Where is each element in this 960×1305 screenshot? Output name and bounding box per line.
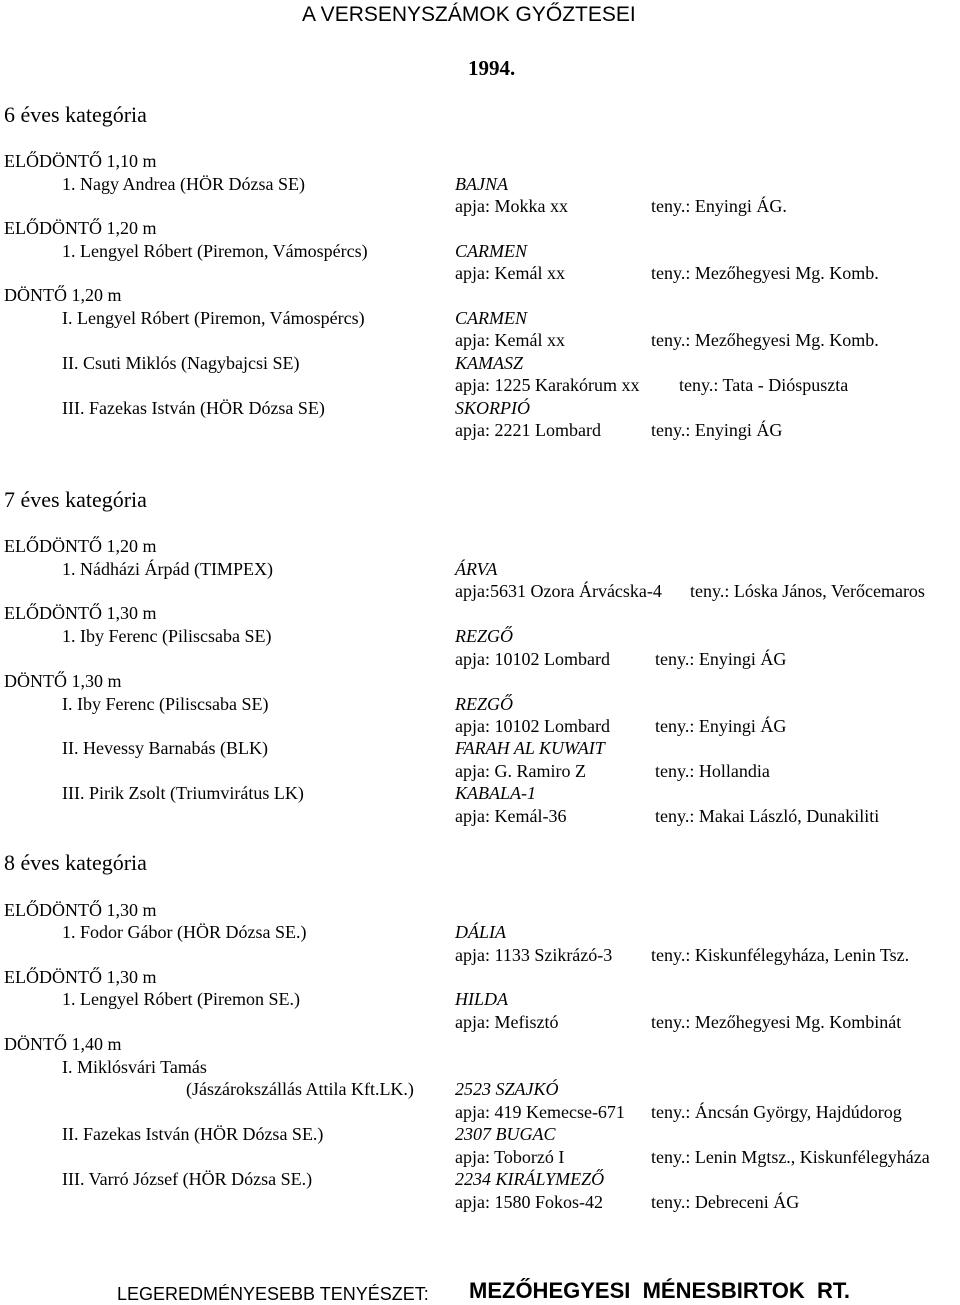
rider: 1. Fodor Gábor (HÖR Dózsa SE.) xyxy=(62,922,307,942)
category-heading-7: 7 éves kategória xyxy=(4,487,147,512)
sire: apja: 1225 Karakórum xx xyxy=(455,375,640,395)
rider: 1. Lengyel Róbert (Piremon, Vámospércs) xyxy=(62,241,368,261)
rider: III. Varró József (HÖR Dózsa SE.) xyxy=(62,1169,313,1189)
sire: apja: 1580 Fokos-42 xyxy=(455,1192,603,1212)
breeder: teny.: Enyingi ÁG. xyxy=(651,196,787,216)
breeder: teny.: Kiskunfélegyháza, Lenin Tsz. xyxy=(651,945,910,965)
rider: I. Miklósvári Tamás xyxy=(62,1057,207,1077)
horse: FARAH AL KUWAIT xyxy=(455,738,605,758)
rider: II. Csuti Miklós (Nagybajcsi SE) xyxy=(62,353,300,373)
breeder: teny.: Lóska János, Verőcemaros xyxy=(690,581,925,601)
horse: REZGŐ xyxy=(455,626,513,646)
round-label: ELŐDÖNTŐ 1,30 m xyxy=(4,603,157,623)
horse: REZGŐ xyxy=(455,694,513,714)
breeder: teny.: Enyingi ÁG xyxy=(655,649,787,669)
footer-label: LEGEREDMÉNYESEBB TENYÉSZET: xyxy=(117,1284,429,1304)
horse: KABALA-1 xyxy=(455,783,536,803)
year: 1994. xyxy=(468,56,516,80)
horse: HILDA xyxy=(455,989,508,1009)
round-label: DÖNTŐ 1,40 m xyxy=(4,1034,122,1054)
horse: 2234 KIRÁLYMEZŐ xyxy=(455,1169,605,1189)
rider: I. Iby Ferenc (Piliscsaba SE) xyxy=(62,694,269,714)
horse: 2307 BUGAC xyxy=(455,1124,556,1144)
rider: II. Fazekas István (HÖR Dózsa SE.) xyxy=(62,1124,324,1144)
rider: 1. Iby Ferenc (Piliscsaba SE) xyxy=(62,626,272,646)
round-label: DÖNTŐ 1,20 m xyxy=(4,285,122,305)
sire: apja: Mokka xx xyxy=(455,196,568,216)
breeder: teny.: Debreceni ÁG xyxy=(651,1192,800,1212)
breeder: teny.: Makai László, Dunakiliti xyxy=(655,806,880,826)
breeder: teny.: Hollandia xyxy=(655,761,770,781)
rider: 1. Lengyel Róbert (Piremon SE.) xyxy=(62,989,300,1009)
round-label: DÖNTŐ 1,30 m xyxy=(4,671,122,691)
round-label: ELŐDÖNTŐ 1,20 m xyxy=(4,218,157,238)
round-label: ELŐDÖNTŐ 1,10 m xyxy=(4,151,157,171)
sire: apja: Kemál-36 xyxy=(455,806,567,826)
sire: apja: Kemál xx xyxy=(455,330,565,350)
sire: apja:5631 Ozora Árvácska-4 xyxy=(455,581,662,601)
breeder: teny.: Tata - Dióspuszta xyxy=(679,375,849,395)
rider: I. Lengyel Róbert (Piremon, Vámospércs) xyxy=(62,308,365,328)
horse: BAJNA xyxy=(455,174,508,194)
horse: ÁRVA xyxy=(455,559,498,579)
category-heading-8: 8 éves kategória xyxy=(4,850,147,875)
sire: apja: 10102 Lombard xyxy=(455,716,610,736)
round-label: ELŐDÖNTŐ 1,30 m xyxy=(4,967,157,987)
breeder: teny.: Lenin Mgtsz., Kiskunfélegyháza xyxy=(651,1147,930,1167)
page-title: A VERSENYSZÁMOK GYŐZTESEI xyxy=(302,3,636,26)
breeder: teny.: Mezőhegyesi Mg. Komb. xyxy=(651,330,879,350)
horse: SKORPIÓ xyxy=(455,398,530,418)
rider: 1. Nádházi Árpád (TIMPEX) xyxy=(62,559,273,579)
breeder: teny.: Enyingi ÁG xyxy=(655,716,787,736)
sire: apja: 1133 Szikrázó-3 xyxy=(455,945,613,965)
category-heading-6: 6 éves kategória xyxy=(4,102,147,127)
rider-club: (Jászárokszállás Attila Kft.LK.) xyxy=(186,1079,414,1099)
horse: CARMEN xyxy=(455,241,527,261)
sire: apja: 419 Kemecse-671 xyxy=(455,1102,625,1122)
round-label: ELŐDÖNTŐ 1,20 m xyxy=(4,536,157,556)
round-label: ELŐDÖNTŐ 1,30 m xyxy=(4,900,157,920)
rider: II. Hevessy Barnabás (BLK) xyxy=(62,738,268,758)
rider: 1. Nagy Andrea (HÖR Dózsa SE) xyxy=(62,174,305,194)
horse: DÁLIA xyxy=(455,922,506,942)
sire: apja: Kemál xx xyxy=(455,263,565,283)
footer-value: MEZŐHEGYESI MÉNESBIRTOK RT. xyxy=(469,1278,850,1303)
breeder: teny.: Mezőhegyesi Mg. Kombinát xyxy=(651,1012,902,1032)
horse: KAMASZ xyxy=(455,353,524,373)
breeder: teny.: Enyingi ÁG xyxy=(651,420,783,440)
horse: 2523 SZAJKÓ xyxy=(455,1079,559,1099)
sire: apja: G. Ramiro Z xyxy=(455,761,586,781)
sire: apja: 10102 Lombard xyxy=(455,649,610,669)
sire: apja: 2221 Lombard xyxy=(455,420,601,440)
sire: apja: Mefisztó xyxy=(455,1012,559,1032)
rider: III. Pirik Zsolt (Triumvirátus LK) xyxy=(62,783,304,803)
rider: III. Fazekas István (HÖR Dózsa SE) xyxy=(62,398,325,418)
sire: apja: Toborzó I xyxy=(455,1147,565,1167)
horse: CARMEN xyxy=(455,308,527,328)
breeder: teny.: Áncsán György, Hajdúdorog xyxy=(651,1102,902,1122)
breeder: teny.: Mezőhegyesi Mg. Komb. xyxy=(651,263,879,283)
